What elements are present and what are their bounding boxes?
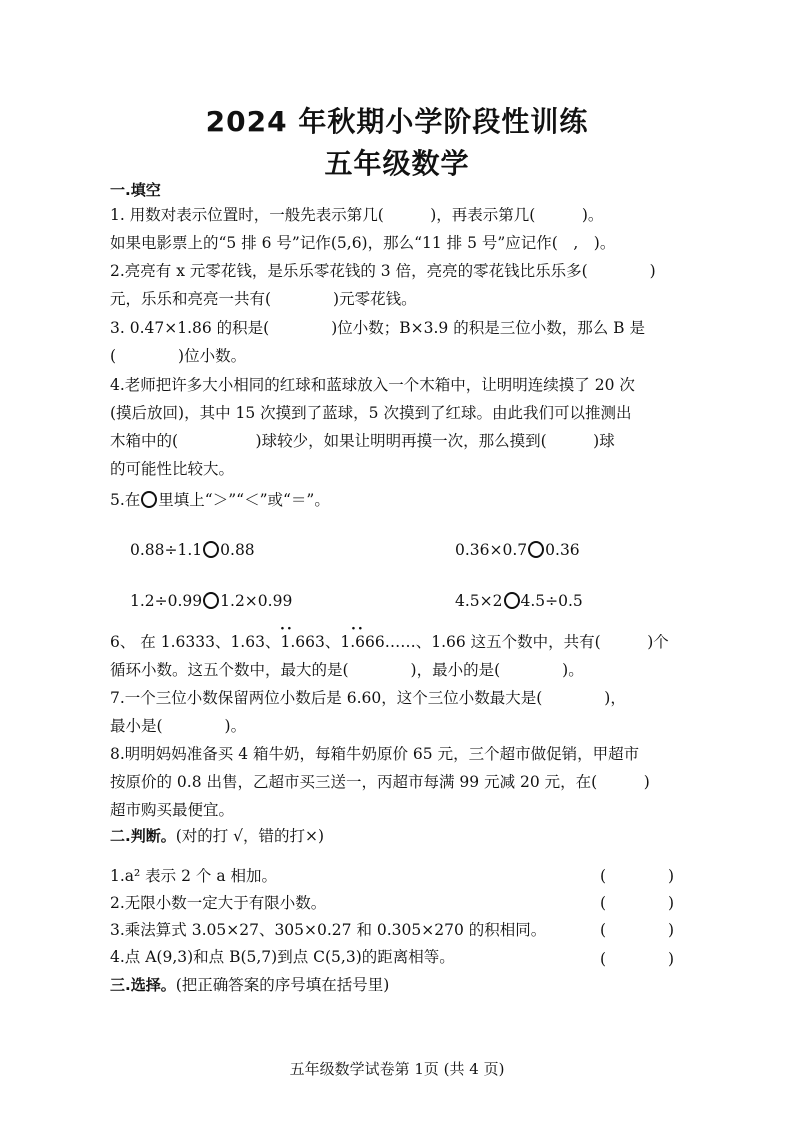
- circle-icon: [141, 491, 157, 508]
- comparison-item-1: [130, 540, 255, 560]
- q6-line1: 6、 在 1.6333、1.63、1.663、1.666……、1.66 这五个数中，共有( )个: [110, 633, 669, 651]
- q6-line2: 循环小数。这五个数中，最大的是( )，最小的是( )。: [110, 661, 584, 679]
- answer-paren[interactable]: ( ): [600, 867, 675, 885]
- q7-line2: 最小是( )。: [110, 717, 247, 735]
- page-title: 2024 年秋期小学阶段性训练: [205, 105, 589, 138]
- q4-line3: 木箱中的( )球较少，如果让明明再摸一次，那么摸到( )球: [110, 432, 615, 450]
- comparison-item-4: [455, 591, 583, 611]
- q4-line1: 4.老师把许多大小相同的红球和蓝球放入一个木箱中，让明明连续摸了 20 次: [110, 376, 635, 394]
- comparison-left: 1.2÷0.99: [130, 592, 203, 610]
- answer-circle[interactable]: [528, 541, 544, 558]
- answer-paren[interactable]: ( ): [600, 950, 675, 968]
- q4-line4: 的可能性比较大。: [110, 460, 235, 478]
- section2-title: 二.判断。: [110, 827, 176, 845]
- answer-circle[interactable]: [203, 592, 219, 609]
- answer-circle[interactable]: [504, 592, 520, 609]
- section2-note: (对的打 √，错的打×): [175, 827, 325, 845]
- comparison-left: 4.5×2: [455, 592, 503, 610]
- comparison-left: 0.88÷1.1: [130, 541, 203, 559]
- q3-line1: 3. 0.47×1.86 的积是( )位小数；B×3.9 的积是三位小数，那么 B 是: [110, 319, 645, 337]
- repeat-dots-icon: ··: [351, 621, 365, 637]
- section2-heading: [110, 826, 324, 846]
- comparison-item-2: [455, 540, 580, 560]
- q8-line1: 8.明明妈妈准备买 4 箱牛奶，每箱牛奶原价 65 元，三个超市做促销，甲超市: [110, 745, 640, 763]
- answer-paren[interactable]: ( ): [600, 921, 675, 939]
- answer-paren[interactable]: ( ): [600, 894, 675, 912]
- section3-title: 三.选择。: [110, 976, 176, 994]
- judge-item-2: 2.无限小数一定大于有限小数。: [110, 894, 327, 912]
- comparison-right: 4.5÷0.5: [520, 592, 583, 610]
- judge-item-3: 3.乘法算式 3.05×27、305×0.27 和 0.305×270 的积相同。: [110, 921, 547, 939]
- q2-line2: 元，乐乐和亮亮一共有( )元零花钱。: [110, 290, 417, 308]
- comparison-right: 1.2×0.99: [220, 592, 293, 610]
- q3-line2: ( )位小数。: [110, 347, 247, 365]
- q7-line1: 7.一个三位小数保留两位小数后是 6.60，这个三位小数最大是( )，: [110, 689, 626, 707]
- q5-intro-b: 里填上“＞”“＜”或“＝”。: [158, 491, 330, 509]
- section3-note: (把正确答案的序号填在括号里): [175, 976, 390, 994]
- repeat-dots-icon: ··: [280, 621, 294, 637]
- q1-line2: 如果电影票上的“5 排 6 号”记作(5,6)，那么“11 排 5 号”应记作( , )。: [110, 234, 616, 252]
- q4-line2: (摸后放回)，其中 15 次摸到了蓝球，5 次摸到了红球。由此我们可以推测出: [110, 404, 632, 422]
- q8-line2: 按原价的 0.8 出售，乙超市买三送一，丙超市每满 99 元减 20 元，在( ): [110, 773, 650, 791]
- page-footer: 五年级数学试卷第 1页 (共 4 页): [289, 1060, 505, 1078]
- section3-heading: [110, 975, 389, 995]
- comparison-left: 0.36×0.7: [455, 541, 528, 559]
- q5-intro-a: 5.在: [110, 491, 141, 509]
- judge-item-4: 4.点 A(9,3)和点 B(5,7)到点 C(5,3)的距离相等。: [110, 948, 455, 966]
- q8-line3: 超市购买最便宜。: [110, 801, 235, 819]
- comparison-right: 0.36: [545, 541, 580, 559]
- answer-circle[interactable]: [203, 541, 219, 558]
- q2-line1: 2.亮亮有 x 元零花钱，是乐乐零花钱的 3 倍，亮亮的零花钱比乐乐多( ): [110, 262, 656, 280]
- page-subtitle: 五年级数学: [324, 147, 470, 180]
- section1-heading: 一.填空: [110, 181, 161, 199]
- q1-line1: 1. 用数对表示位置时，一般先表示第几( )，再表示第几( )。: [110, 206, 604, 224]
- comparison-right: 0.88: [220, 541, 255, 559]
- comparison-item-3: [130, 591, 292, 611]
- q5-intro: [110, 490, 330, 510]
- judge-item-1: 1.a² 表示 2 个 a 相加。: [110, 867, 277, 885]
